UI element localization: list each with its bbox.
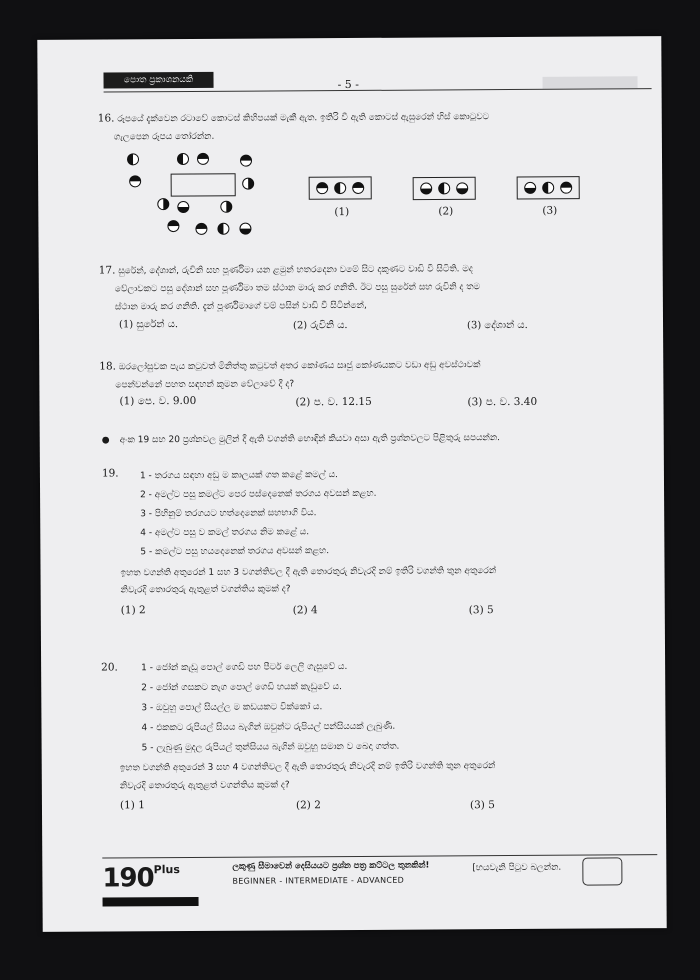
half-circle-symbol (127, 154, 138, 165)
statement-4: 4 - අමල්ට පසු ව කමල් තරගය නිම කළේ ය. (140, 527, 310, 539)
statement-1: 1 - ජෝන් කැඩූ පොල් ගෙඩි පහ පීටර් ලෙලි ගැසුවේ ය. (141, 662, 348, 674)
half-circle-symbol (243, 178, 254, 189)
option-2-label: (2) (438, 205, 454, 218)
statement-4: 4 - එකකට රුපියල් සියය බැගින් ඔවුන්ට රුපියල් පන්සියයක් ලැබුණි. (141, 721, 396, 734)
question-text-line: පෙන්වන්නේ පහත සඳහන් කුමන වේලාවේ දී ද? (115, 379, 295, 391)
question-16 (98, 107, 490, 146)
question-20-text-line: නිවැරදි තොරතුරු ඇතුළත් වගන්තිය කුමක් ද? (119, 780, 290, 792)
half-circle-symbol (240, 155, 251, 166)
half-circle-symbol (196, 223, 207, 234)
statement-3: 3 - ඔවුහු පොල් සියල්ල ම කඩයකට වික්කෝ ය. (141, 702, 323, 714)
half-circle-symbol (240, 223, 251, 234)
option-1-figure (308, 176, 372, 200)
question-19-text-line: නිවැරදි තොරතුරු ඇතුළත් වගන්තිය කුමක් ද? (120, 584, 291, 596)
footer-rule (102, 854, 657, 858)
option-2: (2) 4 (292, 604, 318, 617)
logo-strip (103, 897, 199, 907)
half-circle-symbol (130, 176, 141, 187)
half-circle-symbol (177, 153, 188, 164)
option-1: (1) සුරේන් ය. (118, 319, 179, 331)
option-2: (2) ප. ව. 12.15 (295, 395, 372, 409)
instruction-text: අංක 19 සහ 20 ප්‍රශ්නවල මුලින් දී ඇති වගන්ති හොඳින් කියවා අසා ඇති ප්‍රශ්නවලට පිළිතුරු සපයන්න. (119, 433, 501, 446)
turn-over-note: [හයවැනි පිටුව බලන්න. (472, 862, 562, 874)
option-3: (3) දේශාන් ය. (467, 319, 528, 332)
page-number: - 5 - (337, 77, 360, 92)
publisher-label: පොත ප්‍රකාශනයකි (103, 72, 213, 89)
question-19-text-line: ඉහත වගන්ති අතුරෙන් 1 සහ 3 වගන්තිවල දී ඇති තොරතුරු නිවැරදි නම් ඉතිරි වගන්ති තුන අතුරෙන් (120, 566, 497, 579)
statement-5: 5 - ලැබුණු මුදල රුපියල් තුන්සියය බැගින් ඔවුහු සමාන ව බෙදා ගත්ත. (141, 741, 400, 754)
question-text-line: ගැලපෙන රූපය තෝරන්න. (113, 131, 215, 143)
statement-2: 2 - ජෝන් ගසකට නැග පොල් ගෙඩි හයක් කැඩුවේ ය. (141, 682, 342, 694)
option-2: (2) රුවිනි ය. (292, 320, 348, 332)
option-3: (3) 5 (469, 799, 495, 812)
pattern-figure (123, 149, 264, 240)
option-2: (2) 2 (295, 799, 321, 812)
question-number: 16. (97, 112, 115, 125)
option-1: (1) 2 (120, 604, 146, 617)
show-through-mark (543, 76, 638, 89)
option-1: (1) පෙ. ව. 9.00 (119, 394, 197, 408)
blank-box (171, 174, 235, 196)
half-circle-symbol (197, 153, 208, 164)
question-text-line: ස්ථාන මාරු කර ගනිති. දැන් පූර්ණිමාගේ වම් පසින් වාඩි වී සිටින්නේ, (114, 300, 367, 313)
option-3: (3) 5 (468, 604, 494, 617)
logo-number: 190 (102, 863, 154, 894)
option-3: (3) ප. ව. 3.40 (467, 395, 538, 409)
question-text-line: ඔරලෝසුවක පැය කටුවත් මිනිත්තු කටුවත් අතර කෝණය සෘජු කෝණයකට වඩා අඩු අවස්ථාවක් (118, 360, 481, 373)
option-3-figure (516, 176, 580, 200)
question-text-line: රූපයේ දැක්වෙන රටාවේ කොටස් කිහිපයක් මැකී ඇත. ඉතිරි වී ඇති කොටස් ඇසුරෙන් හිස් කොටුවට (117, 112, 490, 125)
footer-tagline: ලකුණු සීමාවෙන් දෙසියයට ප්‍රශ්න පත්‍ර කට්ටල තුනකින්! (232, 860, 430, 872)
brand-logo (102, 863, 198, 904)
question-19-number: 19. (101, 467, 119, 480)
question-number: 18. (99, 360, 117, 373)
page-corner-box (582, 857, 622, 885)
instruction-bullet: ● (101, 435, 110, 446)
option-2-figure (412, 176, 476, 200)
statement-3: 3 - පිහිනුම් තරගයට හත්දෙනෙක් සහභාගි විය. (140, 508, 317, 520)
half-circle-symbol (158, 199, 169, 210)
question-17 (99, 259, 481, 316)
question-number: 17. (98, 264, 116, 277)
question-20-text-line: ඉහත වගන්ති අතුරෙන් 3 සහ 4 වගන්තිවල දී ඇති තොරතුරු නිවැරදි නම් ඉතිරි වගන්ති තුන අතුරෙන් (119, 761, 496, 774)
statement-2: 2 - අමල්ට පසු කමල්ට පෙර පස්දෙනෙක් තරගය අවසන් කළහ. (140, 488, 377, 501)
header-rule (104, 88, 652, 92)
option-1: (1) 1 (119, 799, 145, 812)
exam-page (37, 36, 666, 932)
option-3-label: (3) (542, 204, 558, 217)
question-text-line: සුරේන්, දේශාන්, රුවිනි සහ පූර්ණිමා යන ළමුන් හතරදෙනා වමේ සිට දකුණට වාඩි වී සිටිති. මද (118, 264, 473, 277)
option-1-label: (1) (334, 206, 350, 219)
half-circle-symbol (178, 201, 189, 212)
footer-levels: BEGINNER - INTERMEDIATE - ADVANCED (232, 875, 405, 886)
statement-5: 5 - කමල්ට පසු හයදෙනෙක් තරගය අවසන් කළහ. (140, 546, 330, 558)
logo-plus: Plus (153, 863, 180, 877)
half-circle-symbol (168, 221, 179, 232)
half-circle-symbol (221, 201, 232, 212)
statement-1: 1 - තරගය සඳහා අඩු ම කාලයක් ගත කළේ කමල් ය. (139, 470, 338, 482)
half-circle-symbol (218, 223, 229, 234)
question-text-line: වේලාවකට පසු දේශාන් සහ පූර්ණිමා තම ස්ථාන මාරු කර ගනිති. ඊට පසු සුරේන් සහ රුවිනි ද තම (114, 282, 481, 295)
question-18 (99, 355, 480, 394)
question-20-number: 20. (101, 661, 118, 674)
